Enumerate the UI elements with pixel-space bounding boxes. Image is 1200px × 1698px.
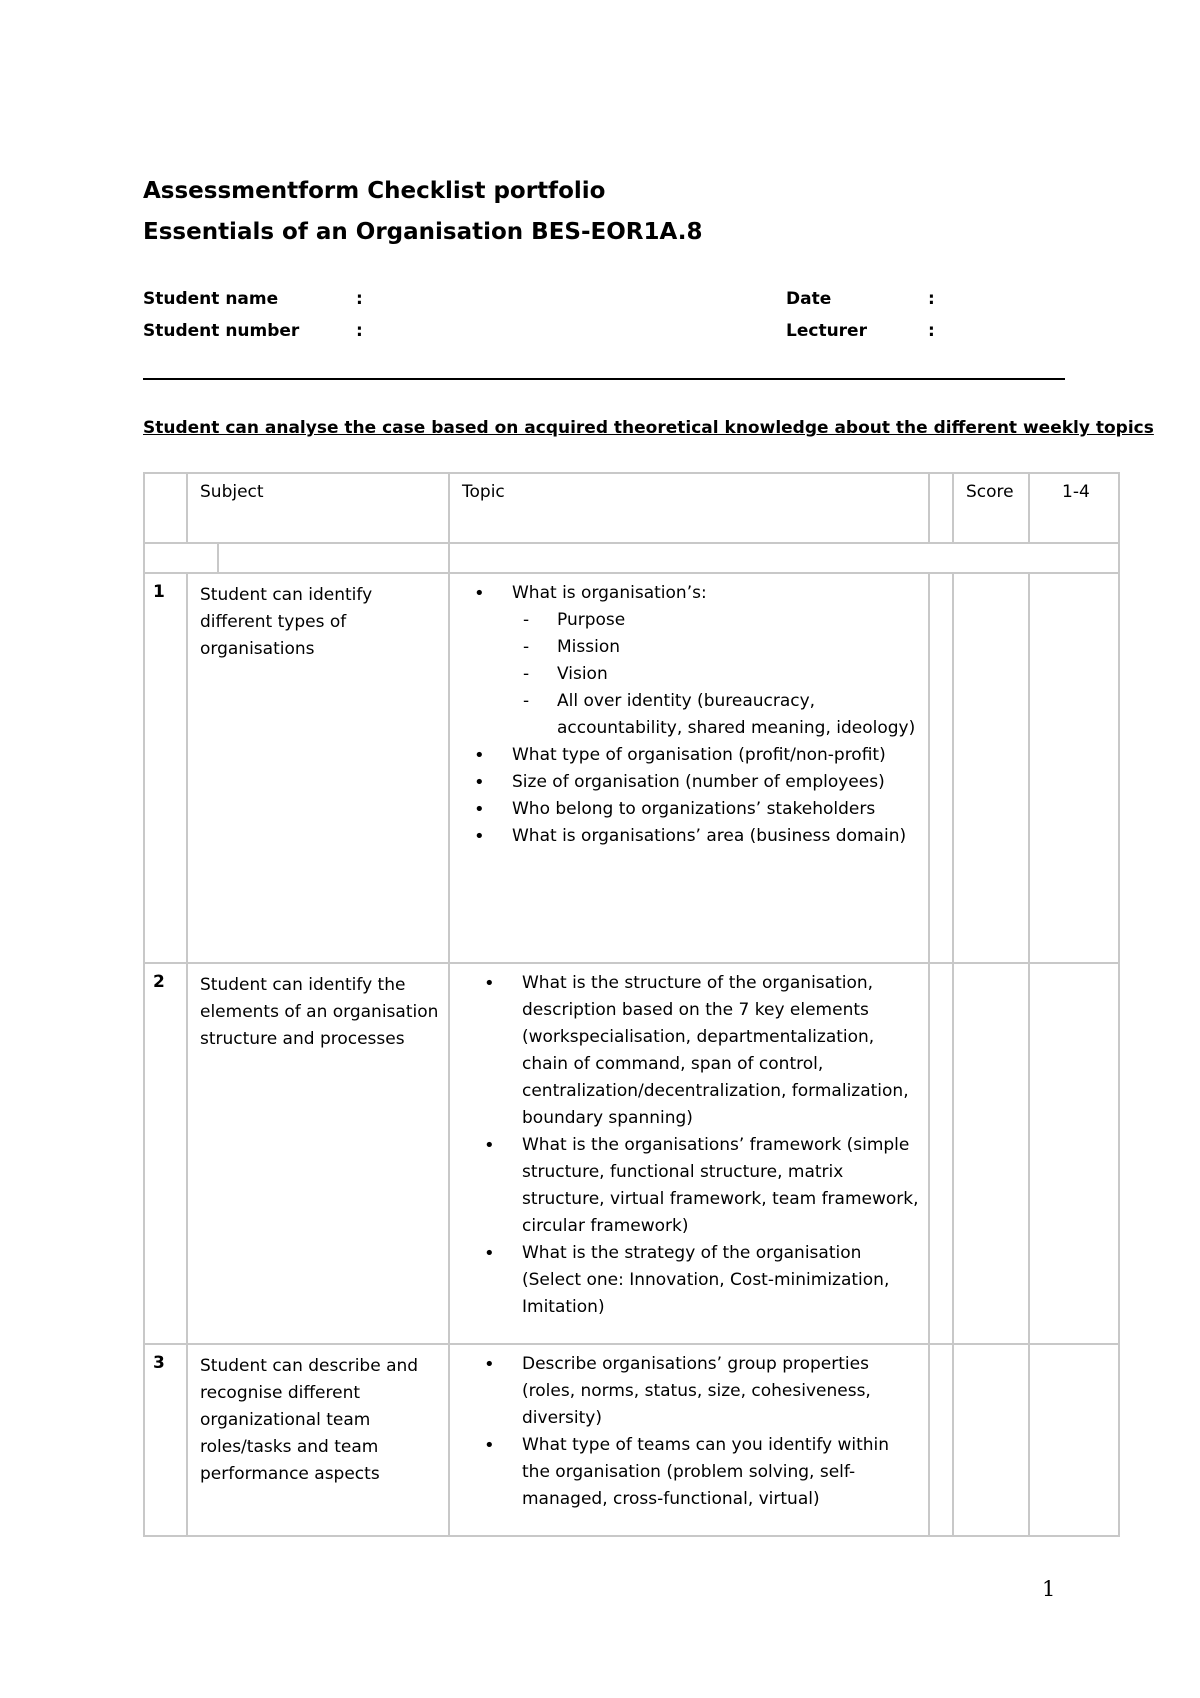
page-number: 1 [1042,1577,1056,1601]
topic-bullet: • Describe organisations’ group properties (roles, norms, status, size, cohesiveness, diversity) [522,1351,920,1432]
document-title: Assessmentform Checklist portfolio [143,178,606,204]
table-row [144,573,1119,963]
student-name-label: Student name [143,289,279,309]
topic-bullet: • What is the structure of the organisation, description based on the 7 key elements (workspecialisation, departmentalization, chain of command, span of control, centralization/decentralization, formalization, boundary spanning) [522,970,920,1132]
header-num-cell [144,473,187,543]
topic-sub-item: - Purpose [557,607,920,634]
header-topic: Topic [449,473,929,543]
topic-sub-item: - Vision [557,661,920,688]
spacer-left-cell [144,543,449,573]
topic-bullet: • What is organisation’s: - Purpose - Mission - Vision - All over identity (bureaucracy, accountability, shared meaning, ideology) [512,580,920,742]
date-label: Date [786,289,832,309]
row-subject: Student can identify the elements of an organisation structure and processes [187,963,449,1344]
spacer-row [144,543,1119,573]
lecturer-colon: : [928,321,935,341]
topic-sub-item: - Mission [557,634,920,661]
row-topic [449,1344,929,1536]
row-subject: Student can identify different types of organisations [187,573,449,963]
topic-bullet: • What is the organisations’ framework (simple structure, functional structure, matrix structure, virtual framework, team framework, circular framework) [522,1132,920,1240]
document-subtitle: Essentials of an Organisation BES-EOR1A.8 [143,219,703,245]
header-gap-cell [929,473,953,543]
row-number: 1 [144,573,187,963]
header-subject: Subject [187,473,449,543]
score-cell[interactable] [953,1344,1029,1536]
topic-bullet: • Who belong to organizations’ stakeholders [512,796,920,823]
topic-bullet: • Size of organisation (number of employees) [512,769,920,796]
row-topic [449,573,929,963]
range-cell[interactable] [1029,573,1119,963]
topic-sub-item: - All over identity (bureaucracy, accountability, shared meaning, ideology) [557,688,920,742]
table-header-row [144,473,1119,543]
header-range: 1-4 [1029,473,1119,543]
row-number: 2 [144,963,187,1344]
row-gap-cell [929,573,953,963]
header-score: Score [953,473,1029,543]
row-topic [449,963,929,1344]
row-gap-cell [929,1344,953,1536]
row-subject: Student can describe and recognise different organizational team roles/tasks and team performance aspects [187,1344,449,1536]
topic-bullet: • What type of organisation (profit/non-profit) [512,742,920,769]
header-divider [143,378,1065,380]
table-row [144,963,1119,1344]
topic-bullet: • What is the strategy of the organisation (Select one: Innovation, Cost-minimization, Imitation) [522,1240,920,1321]
score-cell[interactable] [953,573,1029,963]
table-row [144,1344,1119,1536]
score-cell[interactable] [953,963,1029,1344]
section-heading: Student can analyse the case based on acquired theoretical knowledge about the different weekly topics [143,418,1154,438]
range-cell[interactable] [1029,1344,1119,1536]
topic-bullet: • What type of teams can you identify within the organisation (problem solving, self-managed, cross-functional, virtual) [522,1432,920,1513]
student-number-label: Student number [143,321,300,341]
row-number: 3 [144,1344,187,1536]
lecturer-label: Lecturer [786,321,867,341]
student-number-colon: : [356,321,363,341]
range-cell[interactable] [1029,963,1119,1344]
student-name-colon: : [356,289,363,309]
spacer-right-cell [449,543,1119,573]
topic-bullet: • What is organisations’ area (business domain) [512,823,920,850]
row-gap-cell [929,963,953,1344]
assessment-table [143,472,1120,1537]
date-colon: : [928,289,935,309]
